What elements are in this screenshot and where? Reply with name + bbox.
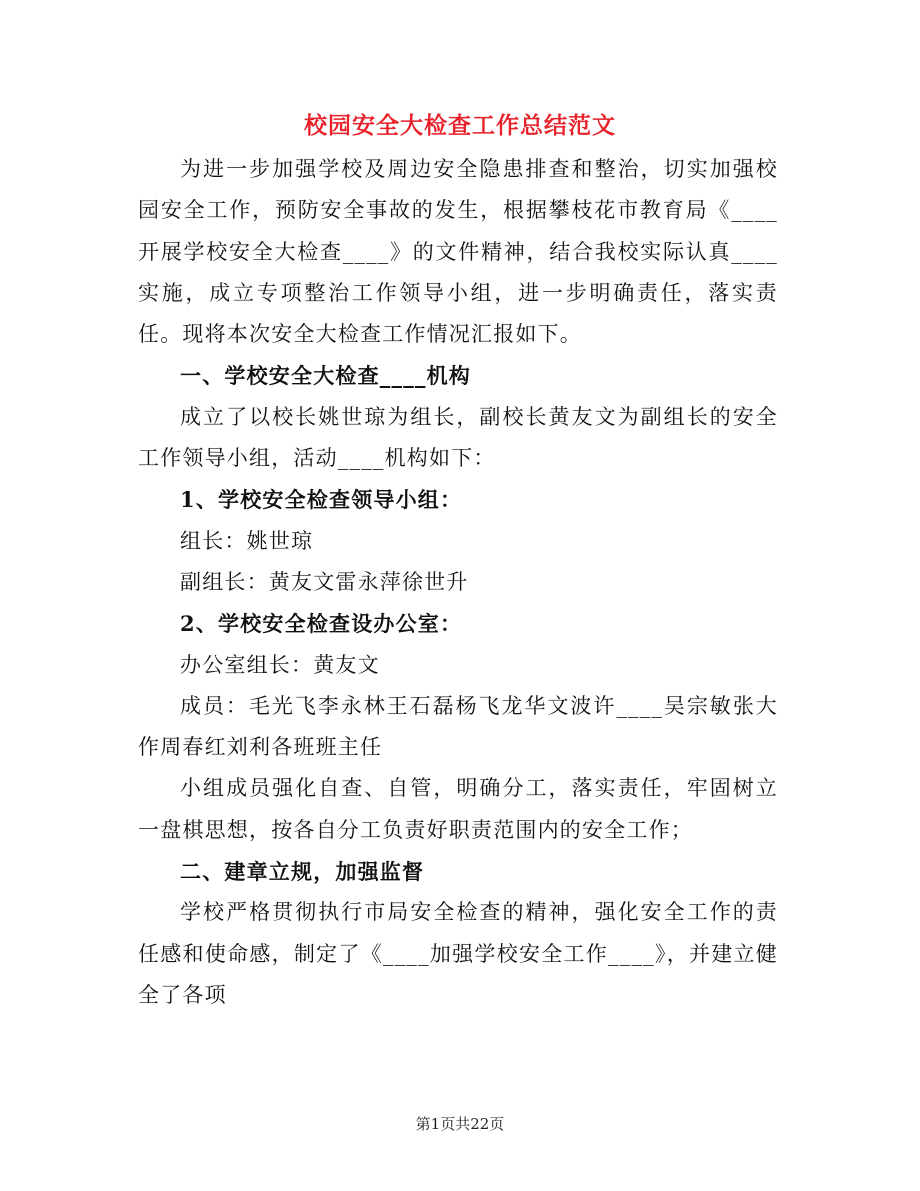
paragraph-intro: 为进一步加强学校及周边安全隐患排查和整治，切实加强校园安全工作，预防安全事故的发生，根据攀枝花市教育局《____开展学校安全大检查____》的文件精神，结合我校实际认真____实施，成立专项整治工作领导小组，进一步明确责任，落实责任。现将本次安全大检查工作情况汇报如下。 (138, 157, 778, 347)
document-body (138, 149, 778, 1016)
subheading-office: 2、学校安全检查设办公室： (180, 611, 463, 637)
page-number: 第1页共22页 (415, 1115, 505, 1133)
paragraph-office-leader: 办公室组长：黄友文 (180, 652, 380, 677)
subheading-leadership-group: 1、学校安全检查领导小组： (180, 487, 463, 513)
section-heading-2: 二、建章立规，加强监督 (180, 859, 425, 885)
document-title: 校园安全大检查工作总结范文 (304, 112, 616, 139)
paragraph-leadership: 成立了以校长姚世琼为组长，副校长黄友文为副组长的安全工作领导小组，活动____机构如下： (138, 404, 778, 471)
paragraph-deputy-leaders: 副组长：黄友文雷永萍徐世升 (180, 569, 469, 594)
paragraph-regulations: 学校严格贯彻执行市局安全检查的精神，强化安全工作的责任感和使命感，制定了《____加强学校安全工作____》，并建立健全了各项 (138, 900, 778, 1007)
paragraph-leader: 组长：姚世琼 (180, 528, 314, 553)
section-heading-1: 一、学校安全大检查____机构 (180, 363, 471, 389)
paragraph-members: 成员：毛光飞李永林王石磊杨飞龙华文波许____吴宗敏张大作周春红刘利各班班主任 (138, 693, 778, 760)
paragraph-responsibilities: 小组成员强化自查、自管，明确分工，落实责任，牢固树立一盘棋思想，按各自分工负责好职责范围内的安全工作； (138, 776, 778, 842)
